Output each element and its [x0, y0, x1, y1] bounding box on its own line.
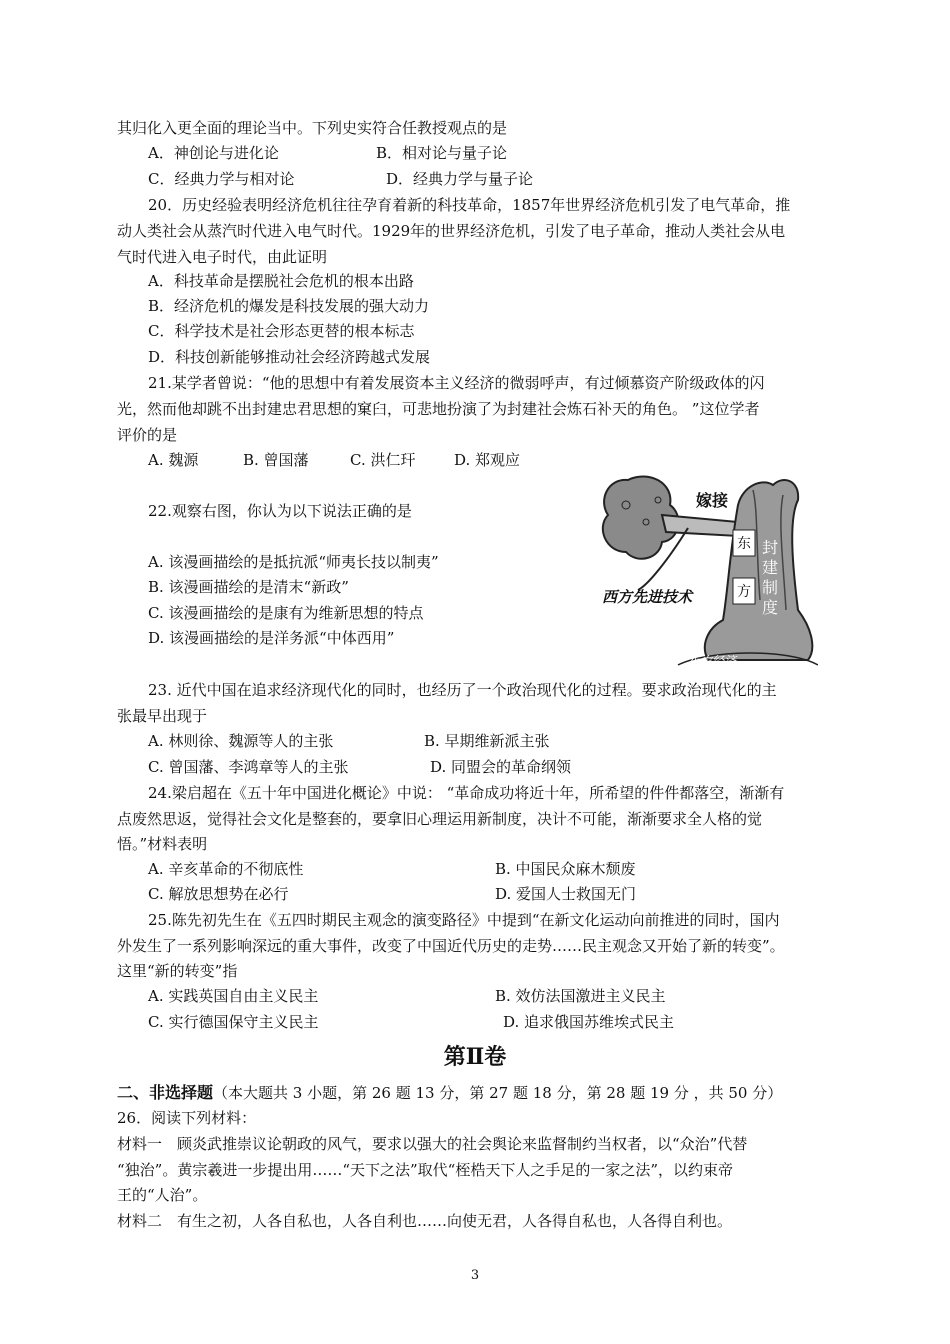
q20-stem-1: 20．历史经验表明经济危机往往孕育着新的科技革命，1857年世界经济危机引发了电气革命，推 — [148, 196, 791, 214]
q23-stem-1: 23. 近代中国在追求经济现代化的同时，也经历了一个政治现代化的过程。要求政治现代化的主 — [148, 681, 777, 699]
q20-option-b: B．经济危机的爆发是科技发展的强大动力 — [148, 297, 430, 315]
q19-stem-tail: 其归化入更全面的理论当中。下列史实符合任教授观点的是 — [117, 119, 508, 137]
section-two-title: 二、非选择题 — [117, 1083, 214, 1102]
q19-option-b: B．相对论与量子论 — [376, 144, 508, 162]
q23-stem-2: 张最早出现于 — [117, 707, 208, 725]
q23-option-c: C. 曾国藩、李鸿章等人的主张 — [148, 758, 349, 776]
grafting-cartoon — [588, 460, 818, 670]
q23-option-b: B. 早期维新派主张 — [424, 732, 550, 750]
q21-option-b: B. 曾国藩 — [243, 451, 309, 469]
section-two-note: （本大题共 3 小题，第 26 题 13 分，第 27 题 18 分，第 28 题 19 分 ，共 50 分） — [213, 1084, 783, 1102]
volume-two-title: 第Ⅱ卷 — [443, 1044, 507, 1070]
cartoon-label-western-tech: 西方先进技术 — [602, 588, 693, 606]
q22-option-a: A. 该漫画描绘的是抵抗派“师夷长技以制夷” — [148, 553, 439, 571]
q25-option-c: C. 实行德国保守主义民主 — [148, 1013, 319, 1031]
q21-option-c: C. 洪仁玕 — [350, 451, 416, 469]
q25-option-d: D. 追求俄国苏维埃式民主 — [503, 1013, 675, 1031]
q22-stem: 22.观察右图，你认为以下说法正确的是 — [148, 502, 412, 520]
q25-stem-2: 外发生了一系列影响深远的重大事件，改变了中国近代历史的走势……民主观念又开始了新的转变”。 — [117, 937, 785, 955]
q20-stem-2: 动人类社会从蒸汽时代进入电气时代。1929年的世界经济危机，引发了电子革命，推动人类社会从电 — [117, 222, 786, 240]
q20-option-c: C．科学技术是社会形态更替的根本标志 — [148, 322, 415, 340]
q21-stem-2: 光，然而他却跳不出封建忠君思想的窠臼，可悲地扮演了为封建社会炼石补天的角色。 ”这位学者 — [117, 400, 760, 418]
q19-option-c: C．经典力学与相对论 — [148, 170, 295, 188]
q25-stem-3: 这里“新的转变”指 — [117, 962, 238, 980]
q26-material-1-line-3: 王的“人治”。 — [117, 1186, 208, 1204]
cartoon-label-feudal: 封建制度 — [762, 538, 779, 617]
q26-stem: 26．阅读下列材料： — [117, 1109, 257, 1127]
page-number: 3 — [470, 1268, 480, 1283]
q23-option-a: A. 林则徐、魏源等人的主张 — [148, 732, 334, 750]
q23-option-d: D. 同盟会的革命纲领 — [430, 758, 572, 776]
section-two-header — [117, 1080, 782, 1106]
q24-option-c: C. 解放思想势在必行 — [148, 885, 289, 903]
cartoon-label-east-1: 东 — [737, 536, 751, 552]
q21-stem-3: 评价的是 — [117, 426, 178, 444]
q25-option-b: B. 效仿法国激进主义民主 — [495, 987, 666, 1005]
q21-option-a: A. 魏源 — [148, 451, 199, 469]
q19-option-a: A．神创论与进化论 — [148, 144, 279, 162]
q26-material-1-line-2: “独治”。黄宗羲进一步提出用……“天下之法”取代“桎梏天下人之手足的一家之法”，以约束帝 — [117, 1161, 734, 1179]
cartoon-label-smallfarm: 小农经济 — [688, 654, 737, 668]
q22-option-d: D. 该漫画描绘的是洋务派“中体西用” — [148, 629, 395, 647]
q24-option-b: B. 中国民众麻木颓废 — [495, 860, 636, 878]
q24-stem-1: 24.梁启超在《五十年中国进化概论》中说： “革命成功将近十年，所希望的件件都落空，渐渐有 — [148, 784, 785, 802]
q20-option-d: D．科技创新能够推动社会经济跨越式发展 — [148, 348, 431, 366]
cartoon-label-east-2: 方 — [737, 584, 751, 600]
q20-option-a: A．科技革命是摆脱社会危机的根本出路 — [148, 272, 414, 290]
q21-option-d: D. 郑观应 — [454, 451, 521, 469]
q24-stem-2: 点废然思返，觉得社会文化是整套的，要拿旧心理运用新制度，决计不可能，渐渐要求全人格的觉 — [117, 810, 763, 828]
q24-option-d: D. 爱国人士救国无门 — [495, 885, 637, 903]
q24-stem-3: 悟。”材料表明 — [117, 835, 208, 853]
q19-option-d: D．经典力学与量子论 — [386, 170, 534, 188]
q26-material-1-line-1: 材料一 顾炎武推崇议论朝政的风气，要求以强大的社会舆论来监督制约当权者，以“众治”代替 — [117, 1135, 748, 1153]
q22-option-c: C. 该漫画描绘的是康有为维新思想的特点 — [148, 604, 424, 622]
q26-material-2: 材料二 有生之初，人各自私也，人各自利也……向使无君，人各得自私也，人各得自利也。 — [117, 1212, 733, 1230]
q25-stem-1: 25.陈先初先生在《五四时期民主观念的演变路径》中提到“在新文化运动向前推进的同时，国内 — [148, 911, 780, 929]
q22-option-b: B. 该漫画描绘的是清末“新政” — [148, 578, 349, 596]
q20-stem-3: 气时代进入电子时代，由此证明 — [117, 248, 328, 266]
cartoon-label-graft: 嫁接 — [696, 491, 729, 510]
q21-stem-1: 21.某学者曾说：“他的思想中有着发展资本主义经济的微弱呼声，有过倾慕资产阶级政体的闪 — [148, 374, 765, 392]
q24-option-a: A. 辛亥革命的不彻底性 — [148, 860, 304, 878]
q25-option-a: A. 实践英国自由主义民主 — [148, 987, 319, 1005]
